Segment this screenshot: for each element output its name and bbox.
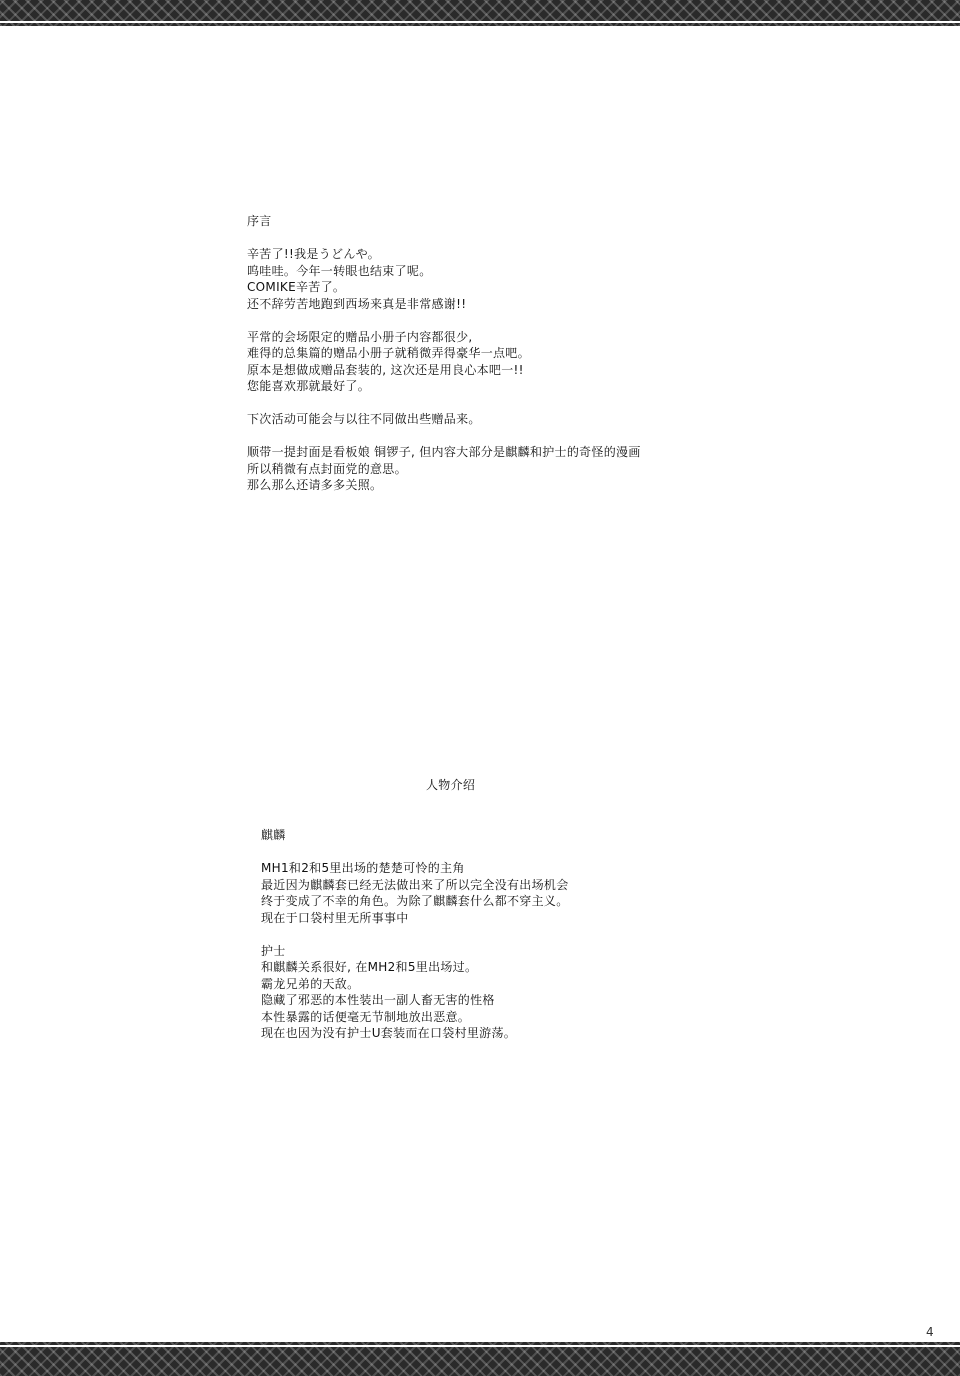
preface-line: 原本是想做成赠品套装的, 这次还是用良心本吧一!! xyxy=(247,362,524,377)
character-line: MH1和2和5里出场的楚楚可怜的主角 xyxy=(261,861,465,875)
preface-line: 难得的总集篇的赠品小册子就稍微弄得豪华一点吧。 xyxy=(247,346,530,360)
character-intro-title: 人物介绍 xyxy=(426,778,476,792)
preface-heading: 序言 xyxy=(247,214,272,228)
preface-line: 平常的会场限定的赠品小册子内容都很少, xyxy=(247,329,473,344)
preface-line: 呜哇哇。今年一转眼也结束了呢。 xyxy=(247,263,432,278)
preface-line: 下次活动可能会与以往不同做出些赠品来。 xyxy=(247,412,481,426)
page-number: 4 xyxy=(926,1325,934,1339)
character-line: 最近因为麒麟套已经无法做出来了所以完全没有出场机会 xyxy=(261,877,569,892)
preface-line: 还不辞劳苦地跑到西场来真是非常感谢!! xyxy=(247,296,467,311)
preface-line: 顺带一提封面是看板娘 铜锣子, 但内容大部分是麒麟和护士的奇怪的漫画 xyxy=(247,445,641,459)
character-line: 现在于口袋村里无所事事中 xyxy=(261,910,409,925)
preface-line: 所以稍微有点封面党的意思。 xyxy=(247,461,407,476)
character-line: 隐藏了邪恶的本性装出一副人畜无害的性格 xyxy=(261,993,495,1007)
preface-line: COMIKE辛苦了。 xyxy=(247,280,346,294)
character-line: 霸龙兄弟的天敌。 xyxy=(261,976,360,991)
character-intro-section xyxy=(261,827,569,1042)
character-line: 终于变成了不幸的角色。为除了麒麟套什么都不穿主义。 xyxy=(261,894,569,908)
character-line: 和麒麟关系很好, 在MH2和5里出场过。 xyxy=(261,960,478,974)
preface-section xyxy=(247,213,641,494)
character-name: 护士 xyxy=(261,943,286,958)
preface-line: 辛苦了!!我是うどんや。 xyxy=(247,247,380,261)
top-border-decoration xyxy=(0,0,960,26)
character-name: 麒麟 xyxy=(261,828,286,842)
character-line: 本性暴露的话便毫无节制地放出恶意。 xyxy=(261,1009,471,1024)
bottom-border-decoration xyxy=(0,1342,960,1376)
character-line: 现在也因为没有护士U套装而在口袋村里游荡。 xyxy=(261,1026,517,1040)
preface-line: 那么那么还请多多关照。 xyxy=(247,478,383,492)
preface-line: 您能喜欢那就最好了。 xyxy=(247,379,371,393)
